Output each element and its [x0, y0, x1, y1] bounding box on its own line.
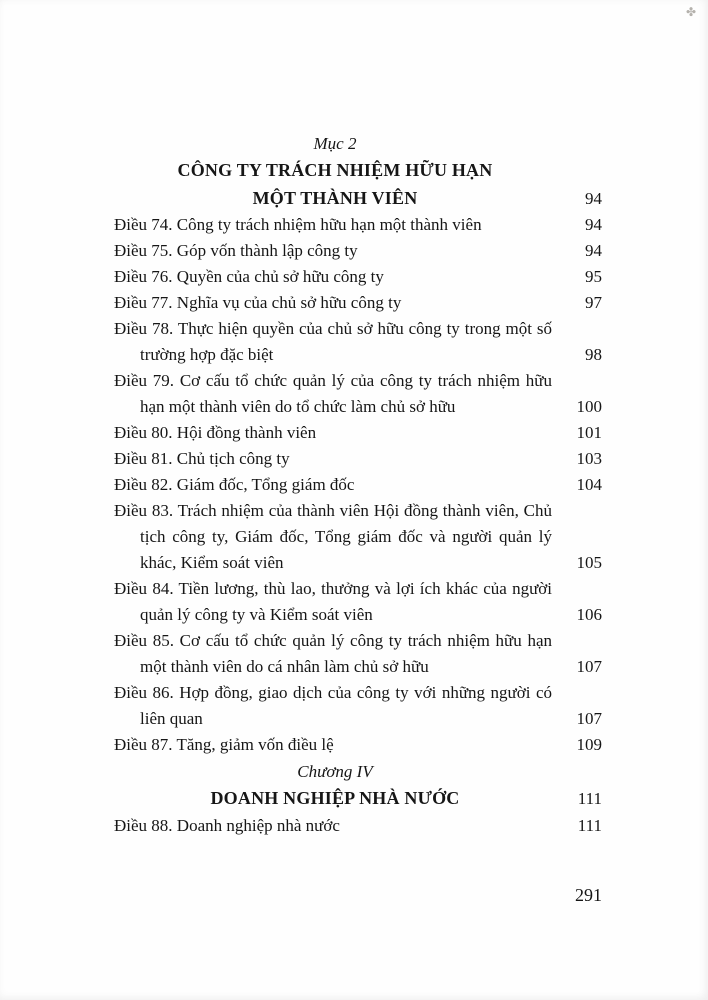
- section-title-line1: CÔNG TY TRÁCH NHIỆM HỮU HẠN: [177, 160, 493, 180]
- toc-entry-text: Điều 82. Giám đốc, Tổng giám đốc: [114, 475, 355, 494]
- toc-entry-page: 97: [585, 293, 602, 312]
- toc-entry-page: 94: [585, 215, 602, 234]
- section-page-number: 94: [585, 188, 602, 208]
- toc-entry-text: Điều 84. Tiền lương, thù lao, thưởng và lợi ích khác của người quản lý công ty và Kiểm soát viên: [114, 579, 552, 624]
- toc-entry: [114, 576, 602, 628]
- section-title-line2: MỘT THÀNH VIÊN: [252, 187, 418, 208]
- toc-entry-page: 107: [576, 657, 602, 676]
- toc-entry: [114, 368, 602, 420]
- toc-entry-page: 111: [577, 815, 602, 835]
- toc-entry-text: Điều 78. Thực hiện quyền của chủ sở hữu công ty trong một số trường hợp đặc biệt: [114, 319, 552, 364]
- toc-entry: [114, 290, 602, 316]
- toc-entry: [114, 732, 602, 758]
- toc-entry: [114, 680, 602, 732]
- section-kicker: Mục 2: [313, 134, 357, 153]
- chapter-kicker: Chương IV: [297, 762, 373, 781]
- toc-entry-text: Điều 79. Cơ cấu tổ chức quản lý của công ty trách nhiệm hữu hạn một thành viên do tổ chức làm chủ sở hữu: [114, 371, 552, 416]
- toc-entry: [114, 212, 602, 238]
- chapter-heading-block: [114, 758, 602, 813]
- toc-entry: [114, 420, 602, 446]
- toc-entry-page: 95: [585, 267, 602, 286]
- section-title: [114, 157, 556, 212]
- table-of-contents: [114, 130, 602, 839]
- toc-entry-text: Điều 87. Tăng, giảm vốn điều lệ: [114, 735, 334, 754]
- toc-entry-page: 109: [576, 735, 602, 754]
- toc-entry: [114, 813, 602, 839]
- chapter-title: DOANH NGHIỆP NHÀ NƯỚC: [210, 788, 460, 808]
- toc-entry-text: Điều 88. Doanh nghiệp nhà nước: [114, 815, 340, 835]
- toc-entry-text: Điều 86. Hợp đồng, giao dịch của công ty với những người có liên quan: [114, 683, 552, 728]
- toc-entry-page: 101: [576, 423, 602, 442]
- flower-icon: ✤: [685, 5, 696, 19]
- toc-entry: [114, 238, 602, 264]
- toc-entry: [114, 446, 602, 472]
- toc-entry-page: 104: [576, 475, 602, 494]
- toc-entry-text: Điều 77. Nghĩa vụ của chủ sở hữu công ty: [114, 293, 402, 312]
- toc-entry: [114, 628, 602, 680]
- chapter-page-number: 111: [577, 789, 602, 808]
- toc-entry-text: Điều 81. Chủ tịch công ty: [114, 449, 290, 468]
- toc-entry: [114, 498, 602, 576]
- toc-entry-text: Điều 80. Hội đồng thành viên: [114, 423, 317, 442]
- page-footer-number: 291: [575, 885, 602, 905]
- toc-entry: [114, 264, 602, 290]
- toc-entry: [114, 472, 602, 498]
- toc-entry-text: Điều 83. Trách nhiệm của thành viên Hội đồng thành viên, Chủ tịch công ty, Giám đốc, Tổng giám đốc và người quản lý khác, Kiểm soát viên: [114, 501, 552, 572]
- toc-entry-page: 107: [576, 709, 602, 728]
- toc-entry-page: 103: [576, 449, 602, 468]
- section-heading: [114, 157, 602, 212]
- toc-entry: [114, 316, 602, 368]
- toc-entry-text: Điều 75. Góp vốn thành lập công ty: [114, 241, 358, 260]
- toc-entry-page: 106: [576, 605, 602, 624]
- toc-entry-text: Điều 74. Công ty trách nhiệm hữu hạn một thành viên: [114, 215, 482, 234]
- chapter-heading: [114, 785, 602, 813]
- toc-entry-text: Điều 76. Quyền của chủ sở hữu công ty: [114, 267, 384, 286]
- toc-entry-page: 100: [576, 397, 602, 416]
- toc-entry-page: 98: [585, 345, 602, 364]
- toc-entry-page: 105: [576, 553, 602, 572]
- toc-entry-text: Điều 85. Cơ cấu tổ chức quản lý công ty trách nhiệm hữu hạn một thành viên do cá nhân làm chủ sở hữu: [114, 631, 552, 676]
- toc-entry-page: 94: [585, 241, 602, 260]
